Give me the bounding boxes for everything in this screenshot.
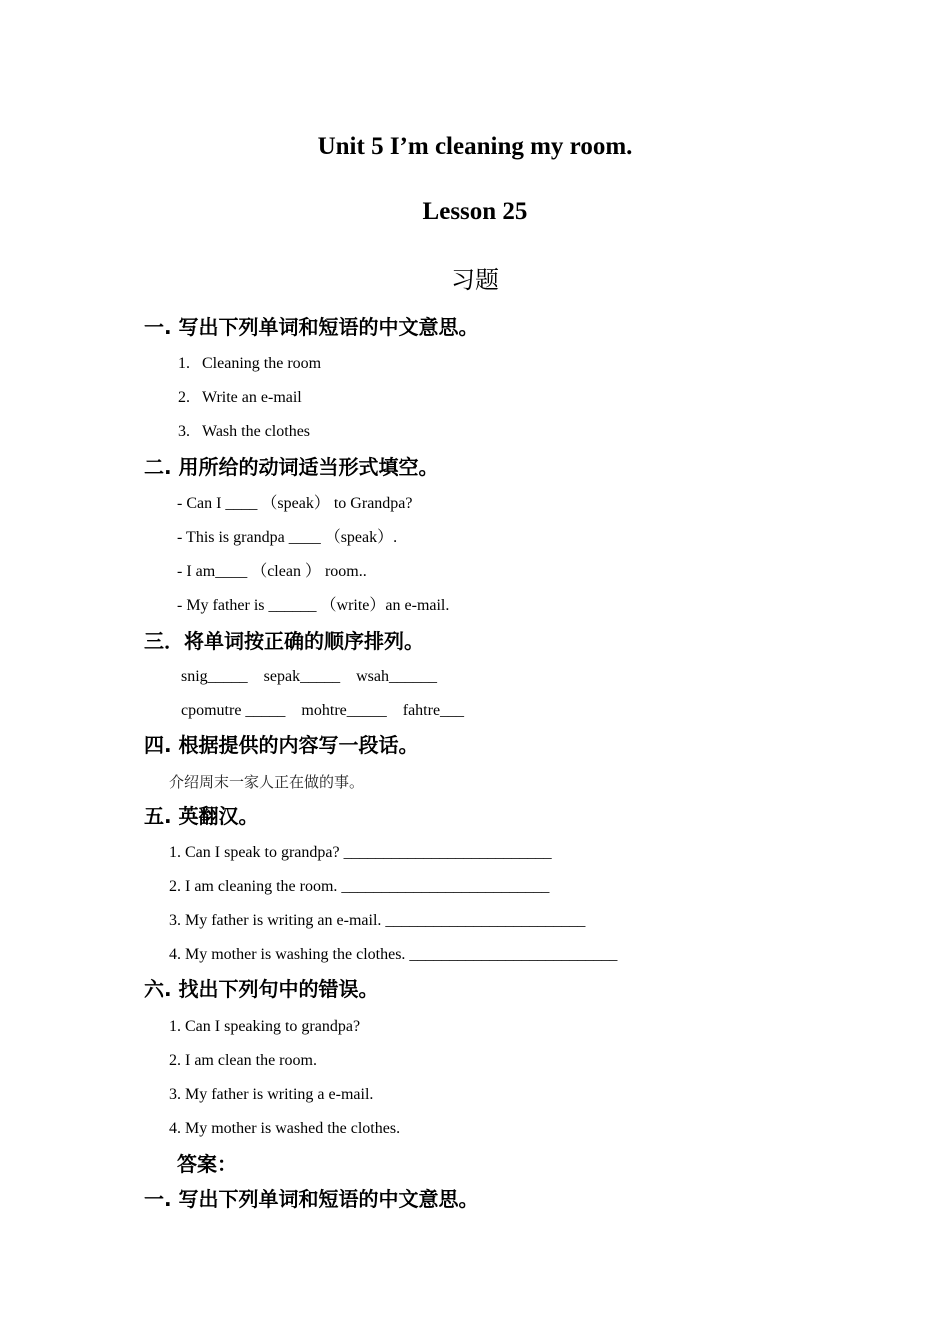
section5-item: 3. My father is writing an e-mail. _________________________: [169, 912, 586, 929]
section3-row: snig_____ sepak_____ wsah______: [181, 668, 437, 685]
section6-item: 4. My mother is washed the clothes.: [169, 1120, 401, 1137]
section1-item: [178, 354, 321, 374]
section6-item: 3. My father is writing a e-mail.: [169, 1086, 374, 1103]
section4-heading: 四. 根据提供的内容写一段话。: [144, 733, 419, 757]
item-text: Cleaning the room: [202, 355, 322, 372]
section6-item: 2. I am clean the room.: [169, 1052, 317, 1069]
section6-heading: 六. 找出下列句中的错误。: [144, 977, 379, 1001]
section3-row: cpomutre _____ mohtre_____ fahtre___: [181, 702, 465, 719]
section2-item: - This is grandpa ____ （speak）.: [177, 529, 398, 546]
section1-item: [178, 388, 302, 408]
section3-heading: 三．将单词按正确的顺序排列。: [144, 629, 424, 653]
item-text: Write an e-mail: [202, 389, 302, 406]
section6-item: 1. Can I speaking to grandpa?: [169, 1018, 361, 1035]
exercise-subtitle: 习题: [451, 266, 499, 294]
lesson-title: Lesson 25: [422, 198, 528, 225]
section2-item: - I am____ （clean ） room..: [177, 563, 367, 580]
document-title: Unit 5 I’m cleaning my room.: [317, 133, 633, 160]
section4-prompt: 介绍周末一家人正在做的事。: [169, 773, 365, 791]
section2-heading: 二. 用所给的动词适当形式填空。: [144, 455, 439, 479]
section1-heading: 一. 写出下列单词和短语的中文意思。: [144, 315, 479, 339]
section5-item: 2. I am cleaning the room. __________________________: [169, 878, 550, 895]
section5-heading: 五. 英翻汉。: [144, 804, 259, 828]
item-text: Wash the clothes: [202, 423, 311, 440]
item-number: 1.: [178, 355, 190, 372]
section2-item: - Can I ____ （speak） to Grandpa?: [177, 495, 413, 512]
section5-item: 1. Can I speak to grandpa? __________________________: [169, 844, 552, 861]
item-number: 3.: [178, 423, 190, 440]
item-number: 2.: [178, 389, 190, 406]
section2-item: - My father is ______ （write）an e-mail.: [177, 597, 450, 614]
answers-heading: 一. 写出下列单词和短语的中文意思。: [144, 1187, 479, 1211]
section5-item: 4. My mother is washing the clothes. __________________________: [169, 946, 618, 963]
answers-label: 答案：: [177, 1152, 237, 1176]
section1-item: [178, 422, 310, 442]
